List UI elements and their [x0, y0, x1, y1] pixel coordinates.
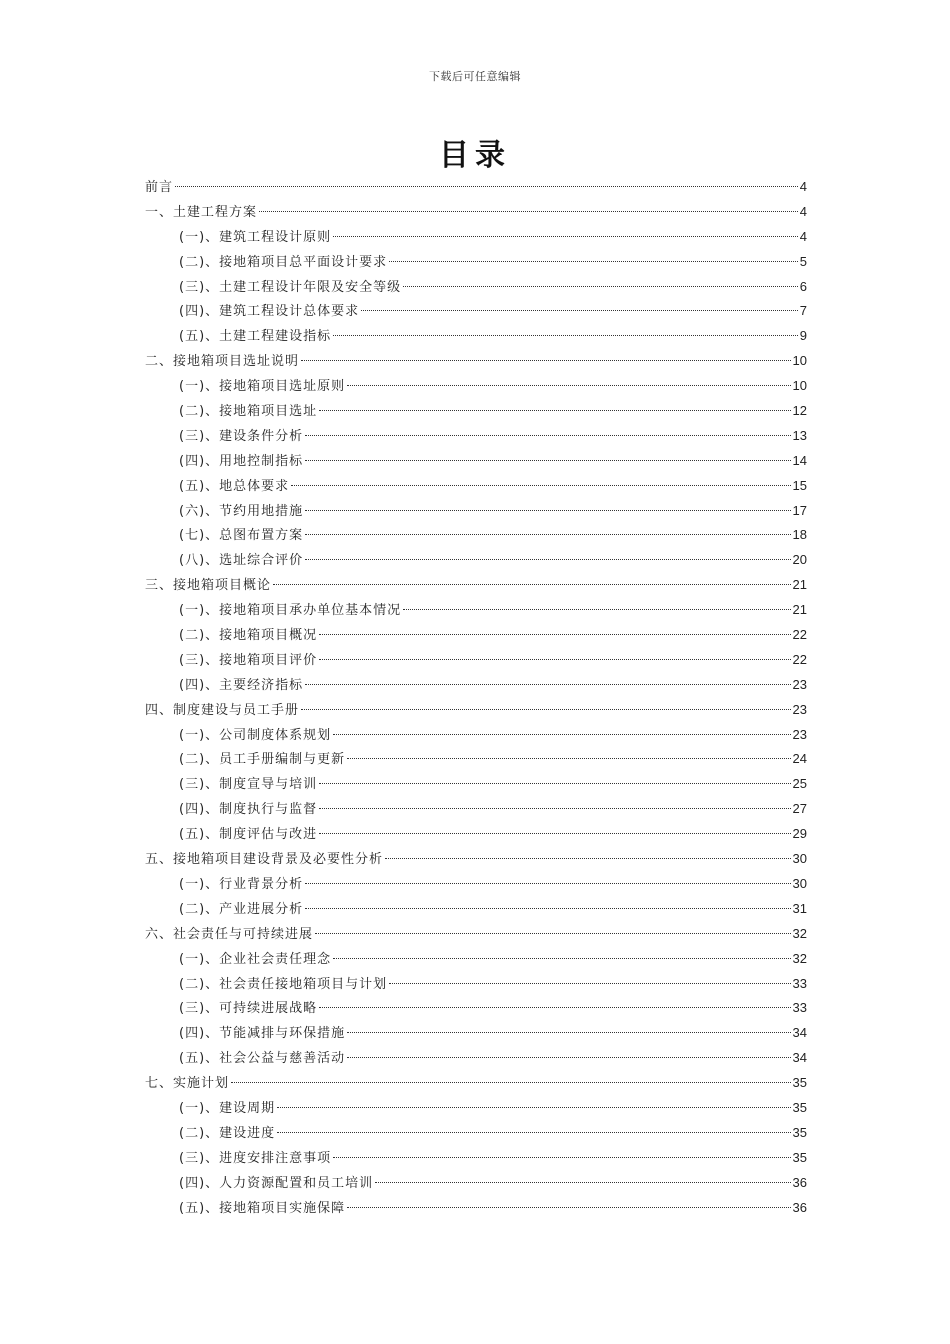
toc-entry[interactable] [145, 922, 807, 947]
toc-entry-label: (七)、总图布置方案 [179, 528, 304, 544]
toc-entry[interactable] [145, 399, 807, 424]
toc-dot-leader [389, 983, 790, 984]
toc-entry-page-number: 12 [792, 403, 807, 419]
toc-entry-label: 五、接地箱项目建设背景及必要性分析 [145, 852, 384, 868]
toc-entry-label: (五)、地总体要求 [179, 478, 290, 494]
toc-entry-label: (一)、建设周期 [179, 1100, 276, 1116]
toc-entry-label: (一)、建筑工程设计原则 [179, 229, 332, 245]
toc-entry-page-number: 23 [792, 701, 807, 717]
toc-entry-page-number: 24 [792, 751, 807, 767]
toc-dot-leader [403, 609, 790, 610]
toc-dot-leader [301, 709, 791, 710]
toc-entry[interactable] [145, 623, 807, 648]
toc-entry-label: (二)、建设进度 [179, 1125, 276, 1141]
toc-dot-leader [301, 360, 791, 361]
toc-entry-page-number: 23 [792, 726, 807, 742]
toc-dot-leader [347, 1207, 790, 1208]
toc-entry[interactable] [145, 1196, 807, 1221]
toc-entry-label: (一)、行业背景分析 [179, 876, 304, 892]
toc-dot-leader [273, 584, 791, 585]
toc-entry-page-number: 18 [792, 527, 807, 543]
toc-entry-label: 六、社会责任与可持续进展 [145, 926, 314, 942]
toc-entry[interactable] [145, 349, 807, 374]
toc-dot-leader [305, 510, 790, 511]
toc-entry-label: 三、接地箱项目概论 [145, 578, 272, 594]
toc-entry[interactable] [145, 1171, 807, 1196]
toc-dot-leader [375, 1182, 790, 1183]
toc-entry-page-number: 30 [792, 875, 807, 891]
toc-entry-label: (一)、接地箱项目承办单位基本情况 [179, 603, 402, 619]
toc-entry[interactable] [145, 299, 807, 324]
toc-entry-label: (三)、进度安排注意事项 [179, 1150, 332, 1166]
toc-entry[interactable] [145, 772, 807, 797]
toc-entry-page-number: 25 [792, 776, 807, 792]
toc-entry-page-number: 4 [799, 179, 807, 194]
toc-entry-page-number: 21 [792, 602, 807, 618]
toc-entry-label: (五)、土建工程建设指标 [179, 329, 332, 345]
toc-dot-leader [291, 485, 790, 486]
toc-entry-page-number: 22 [792, 651, 807, 667]
toc-entry-page-number: 35 [792, 1124, 807, 1140]
toc-entry-label: (四)、人力资源配置和员工培训 [179, 1175, 374, 1191]
toc-entry-page-number: 15 [792, 477, 807, 493]
toc-entry[interactable] [145, 225, 807, 250]
toc-entry-page-number: 30 [792, 851, 807, 867]
toc-entry-page-number: 22 [792, 627, 807, 643]
toc-entry-label: (二)、社会责任接地箱项目与计划 [179, 976, 388, 992]
toc-entry-label: (二)、接地箱项目概况 [179, 628, 318, 644]
toc-entry-page-number: 23 [792, 676, 807, 692]
toc-entry-label: (二)、接地箱项目总平面设计要求 [179, 254, 388, 270]
toc-entry-page-number: 31 [792, 900, 807, 916]
toc-entry-page-number: 4 [799, 228, 807, 244]
toc-entry[interactable] [145, 1096, 807, 1121]
toc-dot-leader [403, 286, 798, 287]
toc-entry[interactable] [145, 523, 807, 548]
toc-entry[interactable] [145, 1046, 807, 1071]
toc-entry-page-number: 9 [799, 328, 807, 344]
toc-dot-leader [347, 1057, 790, 1058]
toc-dot-leader [305, 908, 790, 909]
toc-entry-label: (三)、可持续进展战略 [179, 1001, 318, 1017]
toc-entry[interactable] [145, 797, 807, 822]
toc-entry[interactable] [145, 996, 807, 1021]
toc-entry-label: (三)、土建工程设计年限及安全等级 [179, 279, 402, 295]
toc-entry-page-number: 17 [792, 502, 807, 518]
toc-entry-label: 前言 [145, 180, 174, 195]
toc-entry[interactable] [145, 723, 807, 748]
toc-dot-leader [305, 883, 790, 884]
toc-entry-page-number: 10 [792, 378, 807, 394]
toc-entry[interactable] [145, 200, 807, 225]
toc-dot-leader [385, 858, 791, 859]
toc-entry-label: (二)、产业进展分析 [179, 901, 304, 917]
toc-dot-leader [319, 659, 790, 660]
toc-entry[interactable] [145, 1021, 807, 1046]
toc-entry-page-number: 4 [799, 203, 807, 219]
toc-dot-leader [333, 734, 790, 735]
toc-dot-leader [319, 833, 790, 834]
toc-entry-label: (三)、制度宣导与培训 [179, 777, 318, 793]
toc-entry[interactable] [145, 573, 807, 598]
toc-entry[interactable] [145, 897, 807, 922]
toc-entry-page-number: 14 [792, 452, 807, 468]
toc-entry-label: (五)、接地箱项目实施保障 [179, 1200, 346, 1216]
toc-entry-page-number: 35 [792, 1099, 807, 1115]
toc-dot-leader [319, 808, 790, 809]
toc-entry-page-number: 7 [799, 303, 807, 319]
toc-dot-leader [347, 385, 790, 386]
toc-entry-page-number: 20 [792, 552, 807, 568]
toc-dot-leader [319, 1007, 790, 1008]
toc-entry-label: 四、制度建设与员工手册 [145, 702, 300, 718]
toc-entry[interactable] [145, 972, 807, 997]
page-title: 目录 [439, 138, 511, 173]
toc-dot-leader [319, 634, 790, 635]
toc-dot-leader [305, 684, 790, 685]
toc-entry[interactable] [145, 324, 807, 349]
toc-entry-page-number: 33 [792, 975, 807, 991]
toc-entry-label: 二、接地箱项目选址说明 [145, 354, 300, 370]
toc-entry[interactable] [145, 598, 807, 623]
toc-entry-label: (一)、公司制度体系规划 [179, 727, 332, 743]
toc-entry-page-number: 35 [792, 1075, 807, 1091]
header-note: 下载后可任意编辑 [429, 70, 521, 83]
toc-entry-page-number: 34 [792, 1050, 807, 1066]
toc-dot-leader [333, 335, 798, 336]
toc-entry[interactable] [145, 449, 807, 474]
toc-dot-leader [319, 410, 790, 411]
table-of-contents [145, 175, 807, 1220]
toc-entry-label: 七、实施计划 [145, 1076, 230, 1092]
toc-entry[interactable] [145, 947, 807, 972]
toc-entry-page-number: 32 [792, 925, 807, 941]
toc-entry-label: (八)、选址综合评价 [179, 553, 304, 569]
toc-dot-leader [347, 1032, 790, 1033]
toc-entry[interactable] [145, 847, 807, 872]
toc-dot-leader [361, 310, 798, 311]
toc-entry[interactable] [145, 698, 807, 723]
toc-entry-page-number: 29 [792, 826, 807, 842]
toc-entry-page-number: 36 [792, 1199, 807, 1215]
toc-dot-leader [231, 1082, 791, 1083]
toc-entry-label: (一)、企业社会责任理念 [179, 951, 332, 967]
toc-entry-label: (五)、制度评估与改进 [179, 827, 318, 843]
toc-entry[interactable] [145, 648, 807, 673]
toc-dot-leader [389, 261, 798, 262]
toc-entry-label: (三)、建设条件分析 [179, 428, 304, 444]
toc-entry[interactable] [145, 822, 807, 847]
toc-entry[interactable] [145, 175, 807, 200]
toc-entry-label: (二)、员工手册编制与更新 [179, 752, 346, 768]
toc-entry[interactable] [145, 1071, 807, 1096]
toc-dot-leader [315, 933, 791, 934]
toc-entry-label: 一、土建工程方案 [145, 204, 258, 220]
toc-entry-page-number: 27 [792, 801, 807, 817]
toc-dot-leader [259, 211, 798, 212]
toc-entry-label: (三)、接地箱项目评价 [179, 652, 318, 668]
toc-entry-page-number: 32 [792, 950, 807, 966]
toc-entry[interactable] [145, 424, 807, 449]
toc-dot-leader [305, 435, 790, 436]
toc-entry-page-number: 10 [792, 353, 807, 369]
toc-dot-leader [175, 186, 798, 187]
toc-entry[interactable] [145, 275, 807, 300]
toc-dot-leader [347, 758, 790, 759]
toc-entry-label: (四)、主要经济指标 [179, 677, 304, 693]
toc-entry[interactable] [145, 747, 807, 772]
toc-dot-leader [333, 236, 798, 237]
toc-dot-leader [277, 1132, 790, 1133]
toc-entry[interactable] [145, 1121, 807, 1146]
toc-entry-label: (四)、用地控制指标 [179, 453, 304, 469]
toc-entry-label: (一)、接地箱项目选址原则 [179, 379, 346, 395]
toc-entry[interactable] [145, 548, 807, 573]
toc-dot-leader [319, 783, 790, 784]
toc-dot-leader [333, 1157, 790, 1158]
toc-entry[interactable] [145, 1146, 807, 1171]
toc-entry-label: (四)、节能减排与环保措施 [179, 1026, 346, 1042]
toc-entry-page-number: 33 [792, 1000, 807, 1016]
toc-entry-page-number: 5 [799, 253, 807, 269]
toc-entry[interactable] [145, 474, 807, 499]
toc-entry-page-number: 34 [792, 1025, 807, 1041]
toc-dot-leader [305, 534, 790, 535]
toc-entry[interactable] [145, 499, 807, 524]
toc-entry-label: (六)、节约用地措施 [179, 503, 304, 519]
toc-entry[interactable] [145, 374, 807, 399]
toc-entry-page-number: 35 [792, 1149, 807, 1165]
toc-entry-page-number: 21 [792, 577, 807, 593]
toc-entry-label: (四)、制度执行与监督 [179, 802, 318, 818]
toc-entry[interactable] [145, 872, 807, 897]
toc-dot-leader [305, 460, 790, 461]
toc-entry-page-number: 13 [792, 427, 807, 443]
toc-entry-label: (二)、接地箱项目选址 [179, 404, 318, 420]
toc-entry[interactable] [145, 250, 807, 275]
toc-entry-label: (四)、建筑工程设计总体要求 [179, 304, 360, 320]
toc-dot-leader [277, 1107, 790, 1108]
toc-entry-page-number: 36 [792, 1174, 807, 1190]
toc-entry[interactable] [145, 673, 807, 698]
toc-entry-label: (五)、社会公益与慈善活动 [179, 1051, 346, 1067]
toc-dot-leader [333, 958, 790, 959]
toc-dot-leader [305, 559, 790, 560]
toc-entry-page-number: 6 [799, 278, 807, 294]
